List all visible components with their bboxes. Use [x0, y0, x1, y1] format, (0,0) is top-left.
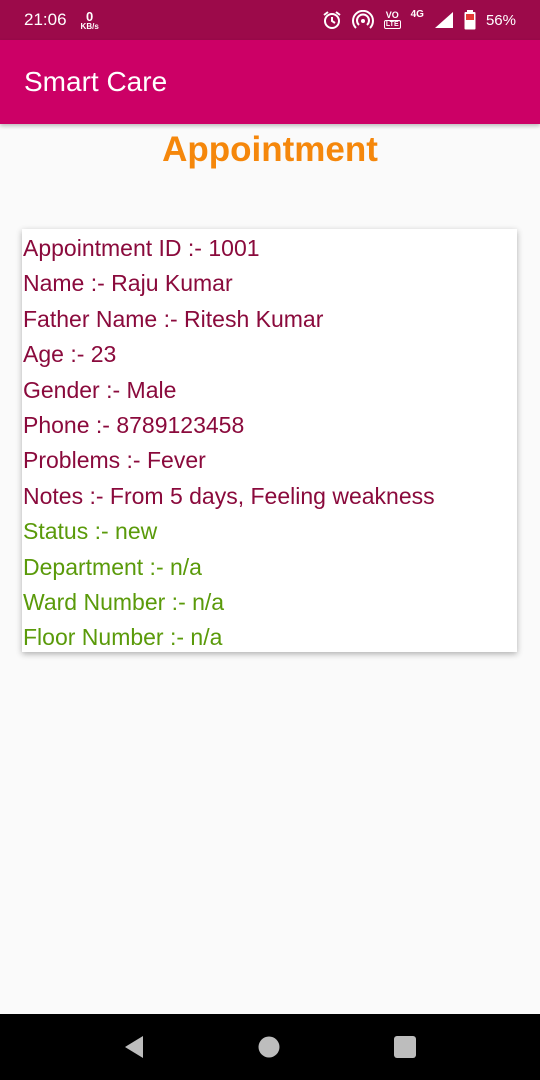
page-title: Appointment [162, 130, 378, 169]
status-icons [322, 10, 516, 30]
ward-number: Ward Number :- n/a [23, 589, 225, 616]
patient-gender: Gender :- Male [23, 376, 177, 403]
patient-phone: Phone :- 8789123458 [23, 412, 245, 439]
patient-name: Name :- Raju Kumar [23, 270, 233, 297]
status-bar [0, 0, 540, 40]
appointment-notes: Notes :- From 5 days, Feeling weakness [23, 482, 435, 509]
appointment-id: Appointment ID :- 1001 [23, 235, 260, 261]
back-icon[interactable] [122, 1034, 148, 1060]
volte-label: VO [385, 10, 399, 20]
app-title: Smart Care [24, 66, 168, 97]
status-time: 21:06 [24, 10, 67, 29]
appointment-status: Status :- new [23, 518, 158, 545]
network-speed [81, 10, 99, 31]
network-speed-unit: KB/s [80, 21, 99, 31]
home-icon[interactable] [256, 1034, 282, 1060]
network-speed-value: 0 [86, 8, 94, 24]
signal-icon [434, 11, 454, 29]
volte-icon [384, 11, 401, 29]
battery-icon [464, 10, 476, 30]
hotspot-icon [352, 10, 374, 30]
father-name: Father Name :- Ritesh Kumar [23, 305, 324, 332]
alarm-icon [322, 10, 342, 30]
floor-number: Floor Number :- n/a [23, 624, 223, 651]
lte-label: LTE [385, 21, 399, 28]
patient-age: Age :- 23 [23, 341, 117, 368]
department: Department :- n/a [23, 553, 202, 580]
appointment-details-card [22, 229, 517, 652]
app-bar [0, 40, 540, 124]
recents-icon[interactable] [392, 1034, 418, 1060]
network-type: 4G [410, 8, 424, 20]
battery-percent: 56% [485, 11, 516, 29]
patient-problems: Problems :- Fever [23, 447, 206, 474]
navigation-bar [0, 1014, 540, 1080]
